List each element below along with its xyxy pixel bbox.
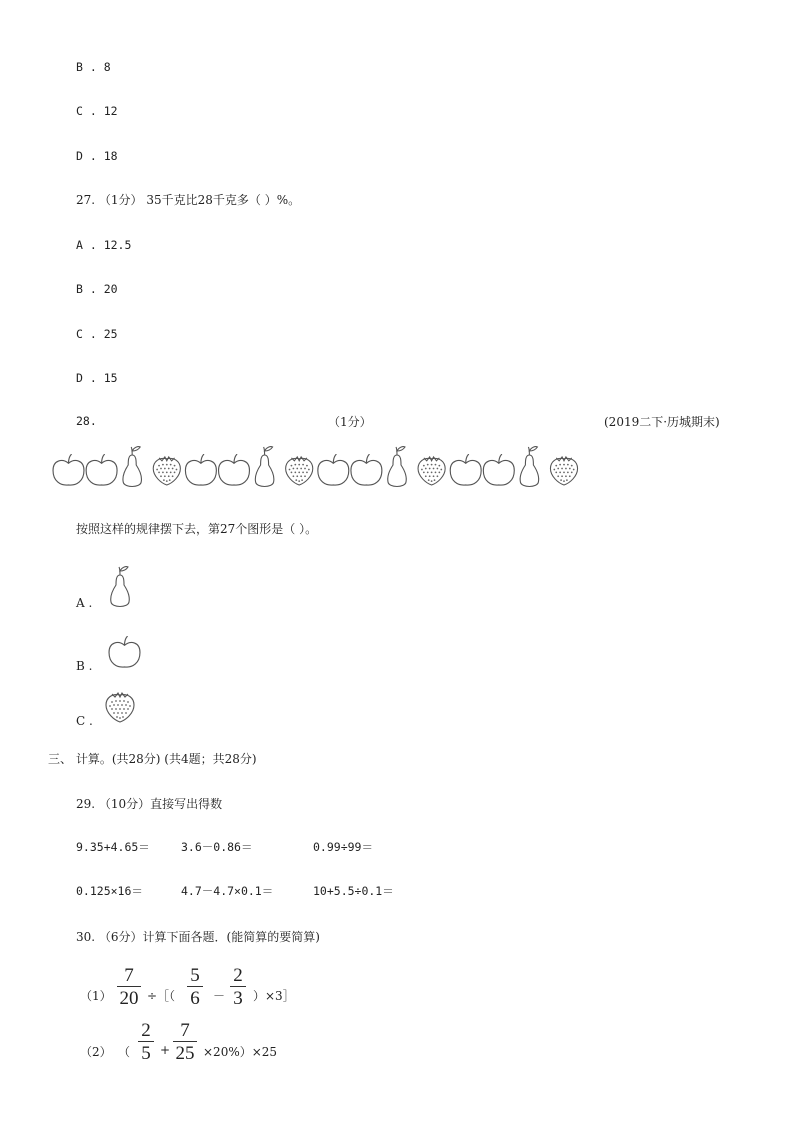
strawberry-icon (286, 457, 313, 485)
fraction-denominator: 5 (141, 1043, 151, 1064)
q29-expr-1: 9.35+4.65＝ (76, 840, 150, 854)
q27-option-b[interactable]: B . 20 (76, 282, 118, 296)
fraction-numerator: 2 (141, 1020, 151, 1041)
q30-item2-fraction-1 (138, 1021, 154, 1063)
fruit-sequence (0, 443, 794, 491)
q30-item1-op1: ÷［（ (147, 989, 176, 1003)
apple-icon (185, 454, 216, 485)
fraction-numerator: 7 (180, 1020, 190, 1041)
q29-expr-6: 10+5.5÷0.1＝ (313, 884, 394, 898)
apple-icon (86, 454, 117, 485)
apple-icon (450, 454, 481, 485)
strawberry-icon (418, 457, 445, 485)
pear-icon[interactable] (105, 565, 135, 609)
q29-expr-2: 3.6－0.86＝ (181, 840, 253, 854)
q30-item1-fraction-2 (187, 966, 203, 1008)
q30-item2-fraction-2 (173, 1021, 197, 1063)
fraction-bar (138, 1041, 154, 1042)
pear-icon (520, 447, 539, 487)
fraction-denominator: 20 (119, 988, 139, 1009)
q28-option-c[interactable] (76, 714, 93, 728)
apple-icon[interactable] (108, 636, 141, 669)
q27-option-c[interactable]: C . 25 (76, 327, 118, 341)
q28-option-a[interactable] (76, 596, 92, 610)
fraction-numerator: 5 (190, 965, 200, 986)
q30-item1-op2: － (213, 989, 226, 1003)
fraction-denominator: 3 (233, 988, 243, 1009)
q30-item1-tail: ）×3］ (253, 989, 295, 1003)
apple-icon (483, 454, 514, 485)
pear-icon (255, 447, 274, 487)
fraction-bar (187, 986, 203, 987)
q30-item2-tail: ×20%）×25 (203, 1045, 278, 1059)
q30-item2-label: （2） (80, 1045, 112, 1059)
q27-option-a[interactable]: A . 12.5 (76, 238, 132, 252)
q26-option-d[interactable]: D . 18 (76, 149, 118, 163)
q29-stem: 29. （10分）直接写出得数 (76, 797, 223, 811)
q26-option-c[interactable]: C . 12 (76, 104, 118, 118)
q28-option-c-label: C . (76, 714, 93, 728)
apple-icon (53, 454, 84, 485)
q30-item2-open: （ (118, 1045, 131, 1059)
q29-expr-5: 4.7－4.7×0.1＝ (181, 884, 274, 898)
strawberry-icon (153, 457, 180, 485)
q28-number: 28. (76, 414, 97, 428)
q30-item1-fraction-3 (230, 966, 246, 1008)
strawberry-icon (550, 457, 577, 485)
q28-option-b-label: B . (76, 659, 93, 673)
q30-stem: 30. （6分）计算下面各题．(能简算的要简算) (76, 930, 320, 944)
q26-option-b[interactable]: B . 8 (76, 60, 111, 74)
q28-option-b[interactable] (76, 659, 92, 673)
q30-item1-fraction-1 (117, 966, 141, 1008)
q28-score: （1分） (328, 415, 372, 429)
q27-option-d[interactable]: D . 15 (76, 371, 118, 385)
fraction-numerator: 7 (124, 965, 134, 986)
q28-source: (2019二下·历城期末) (604, 415, 720, 429)
fraction-denominator: 25 (175, 1043, 195, 1064)
q29-expr-4: 0.125×16＝ (76, 884, 143, 898)
q30-item1-label: （1） (80, 989, 112, 1003)
fraction-bar (173, 1041, 197, 1042)
fraction-numerator: 2 (233, 965, 243, 986)
q28-question: 按照这样的规律摆下去，第27个图形是（ ）。 (76, 522, 318, 536)
fruit-sequence-graphic (0, 443, 794, 491)
apple-icon (351, 454, 382, 485)
apple-icon (219, 454, 250, 485)
strawberry-icon[interactable] (104, 688, 136, 723)
apple-icon (318, 454, 349, 485)
fraction-bar (117, 986, 141, 987)
q27-stem: 27. （1分） 35千克比28千克多（ ）%。 (76, 193, 301, 207)
pear-icon (123, 447, 142, 487)
fraction-bar (230, 986, 246, 987)
q28-option-a-label: A . (76, 596, 93, 610)
fraction-denominator: 6 (190, 988, 200, 1009)
section-heading: 三、 计算。(共28分) (共4题；共28分) (48, 752, 257, 766)
pear-icon (388, 447, 407, 487)
q30-item2-op1: + (160, 1043, 171, 1057)
q29-expr-3: 0.99÷99＝ (313, 840, 373, 854)
